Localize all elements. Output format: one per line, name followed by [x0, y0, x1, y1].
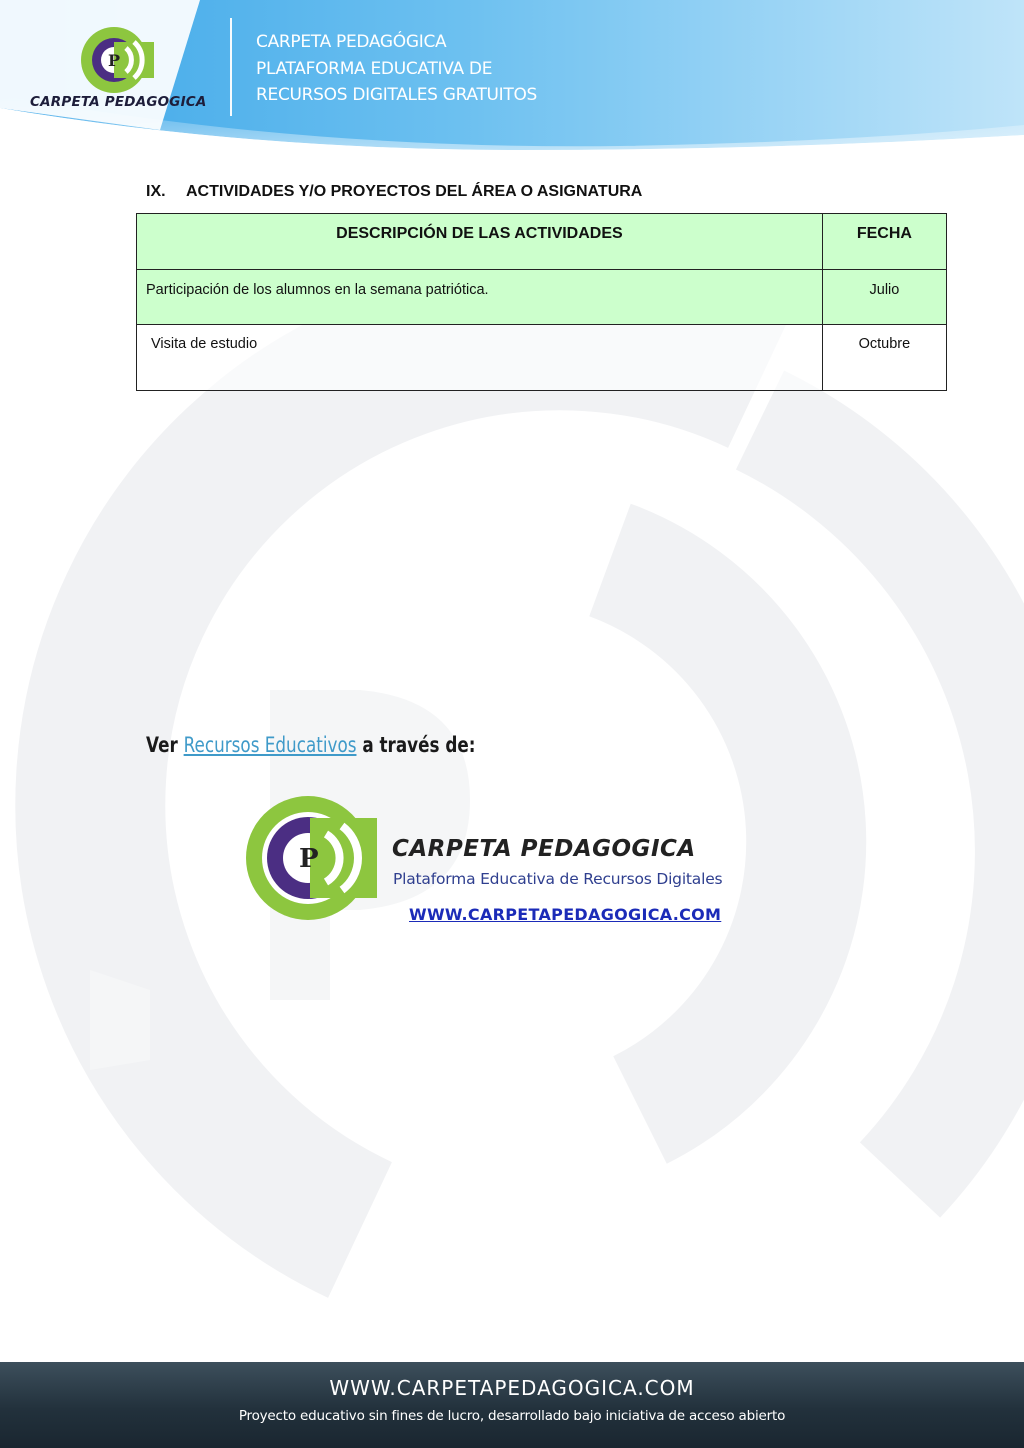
column-header-date: FECHA	[822, 214, 946, 270]
table-row	[137, 270, 947, 325]
section-title	[146, 183, 642, 201]
brand-logo	[242, 796, 377, 921]
header-titles	[256, 29, 537, 109]
header-title-line-1: CARPETA PEDAGÓGICA	[256, 32, 447, 52]
footer-url: WWW.CARPETAPEDAGOGICA.COM	[329, 1376, 695, 1400]
brand-name: CARPETA PEDAGOGICA	[392, 836, 696, 862]
column-header-description: DESCRIPCIÓN DE LAS ACTIVIDADES	[137, 214, 823, 270]
resources-suffix: a través de:	[356, 733, 476, 757]
section-number: IX.	[146, 183, 166, 200]
activity-date: Octubre	[822, 325, 946, 391]
resources-line	[146, 733, 476, 757]
activity-date: Julio	[822, 270, 946, 325]
table-row	[137, 325, 947, 391]
resources-prefix: Ver	[146, 733, 184, 757]
brand-tagline: Plataforma Educativa de Recursos Digitales	[393, 870, 723, 888]
header-divider	[230, 18, 232, 116]
section-heading: ACTIVIDADES Y/O PROYECTOS DEL ÁREA O ASIGNATURA	[186, 183, 643, 200]
page-footer	[0, 1362, 1024, 1448]
resources-link[interactable]: Recursos Educativos	[183, 733, 357, 757]
footer-note: Proyecto educativo sin fines de lucro, desarrollado bajo iniciativa de acceso abierto	[238, 1408, 786, 1424]
activities-table	[136, 213, 947, 391]
header-logo-text: CARPETA PEDAGOGICA	[30, 94, 207, 110]
activity-description: Participación de los alumnos en la semana patriótica.	[137, 270, 823, 325]
brand-url-link[interactable]: WWW.CARPETAPEDAGOGICA.COM	[409, 905, 722, 924]
header-logo-letter: P	[108, 51, 121, 70]
table-header-row	[137, 214, 947, 270]
header-title-line-3: RECURSOS DIGITALES GRATUITOS	[256, 85, 538, 105]
page-header	[0, 0, 1024, 160]
header-title-line-2: PLATAFORMA EDUCATIVA DE	[256, 58, 493, 79]
activity-description: Visita de estudio	[137, 325, 823, 391]
brand-logo-letter: P	[299, 844, 319, 874]
